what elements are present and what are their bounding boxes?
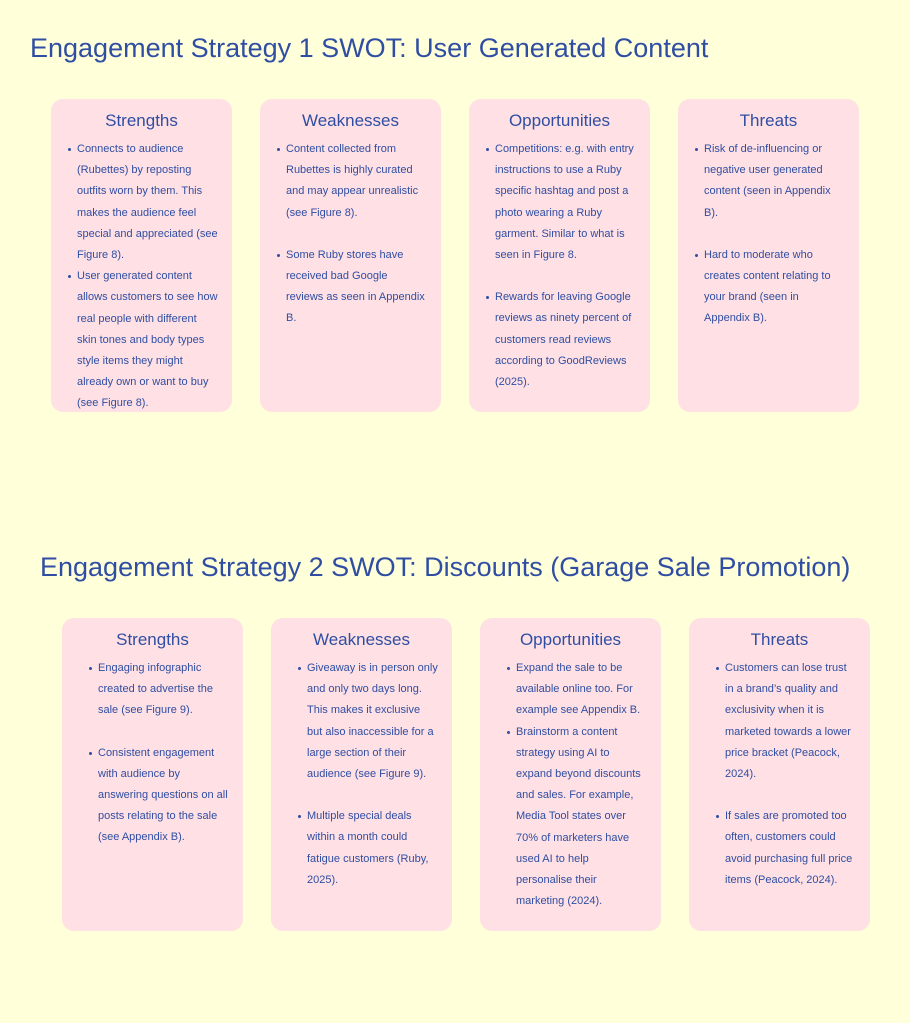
bullet-item: Some Ruby stores have received bad Google reviews as seen in Appendix B. (286, 245, 427, 330)
section-title: Engagement Strategy 1 SWOT: User Generated Content (30, 33, 709, 63)
bullet-item: Risk of de-influencing or negative user generated content (seen in Appendix B). (704, 139, 845, 224)
bullet-list (98, 658, 229, 849)
bullet-item: Customers can lose trust in a brand’s quality and exclusivity when it is marketed towards a lower price bracket (Peacock, 2024). (725, 658, 856, 785)
card-heading: Threats (739, 111, 798, 130)
bullet-list (704, 139, 845, 330)
bullet-item: If sales are promoted too often, customers could avoid purchasing full price items (Peacock, 2024). (725, 806, 856, 891)
bullet-list (725, 658, 856, 891)
card-heading: Strengths (116, 630, 189, 649)
bullet-list (286, 139, 427, 330)
strengths-card (62, 618, 243, 931)
card-heading: Opportunities (508, 111, 611, 130)
threats-card (689, 618, 870, 931)
bullet-list (516, 658, 647, 912)
weaknesses-card (271, 618, 452, 931)
bullet-item: Brainstorm a content strategy using AI to expand beyond discounts and sales. For example, Media Tool states over 70% of marketers have used AI to help personalise their marketing (2024). (516, 722, 647, 913)
bullet-item: Engaging infographic created to advertise the sale (see Figure 9). (98, 658, 229, 722)
weaknesses-card (260, 99, 441, 412)
bullet-list (77, 139, 218, 415)
bullet-item: Giveaway is in person only and only two days long. This makes it exclusive but also inaccessible for a large section of their audience (see Figure 9). (307, 658, 438, 785)
bullet-item: Multiple special deals within a month could fatigue customers (Ruby, 2025). (307, 806, 438, 891)
bullet-item: Consistent engagement with audience by answering questions on all posts relating to the sale (see Appendix B). (98, 743, 229, 849)
card-heading: Strengths (105, 111, 178, 130)
bullet-item: Hard to moderate who creates content relating to your brand (seen in Appendix B). (704, 245, 845, 330)
opportunities-card (480, 618, 661, 931)
card-heading: Weaknesses (301, 111, 399, 130)
bullet-list (495, 139, 636, 393)
bullet-list (307, 658, 438, 891)
bullet-item: Competitions: e.g. with entry instructions to use a Ruby specific hashtag and post a photo wearing a Ruby garment. Similar to what is seen in Figure 8. (495, 139, 636, 266)
bullet-item: User generated content allows customers to see how real people with different skin tones and body types style items they might already own or want to buy (see Figure 8). (77, 266, 218, 414)
bullet-item: Connects to audience (Rubettes) by reposting outfits worn by them. This makes the audience feel special and appreciated (see Figure 8). (77, 139, 218, 266)
bullet-item: Content collected from Rubettes is highly curated and may appear unrealistic (see Figure 8). (286, 139, 427, 224)
card-heading: Weaknesses (312, 630, 410, 649)
threats-card (678, 99, 859, 412)
card-heading: Threats (750, 630, 809, 649)
card-heading: Opportunities (519, 630, 622, 649)
opportunities-card (469, 99, 650, 412)
bullet-item: Expand the sale to be available online too. For example see Appendix B. (516, 658, 647, 722)
section-title: Engagement Strategy 2 SWOT: Discounts (Garage Sale Promotion) (40, 552, 851, 582)
bullet-item: Rewards for leaving Google reviews as ninety percent of customers read reviews according to GoodReviews (2025). (495, 287, 636, 393)
strengths-card (51, 99, 232, 412)
